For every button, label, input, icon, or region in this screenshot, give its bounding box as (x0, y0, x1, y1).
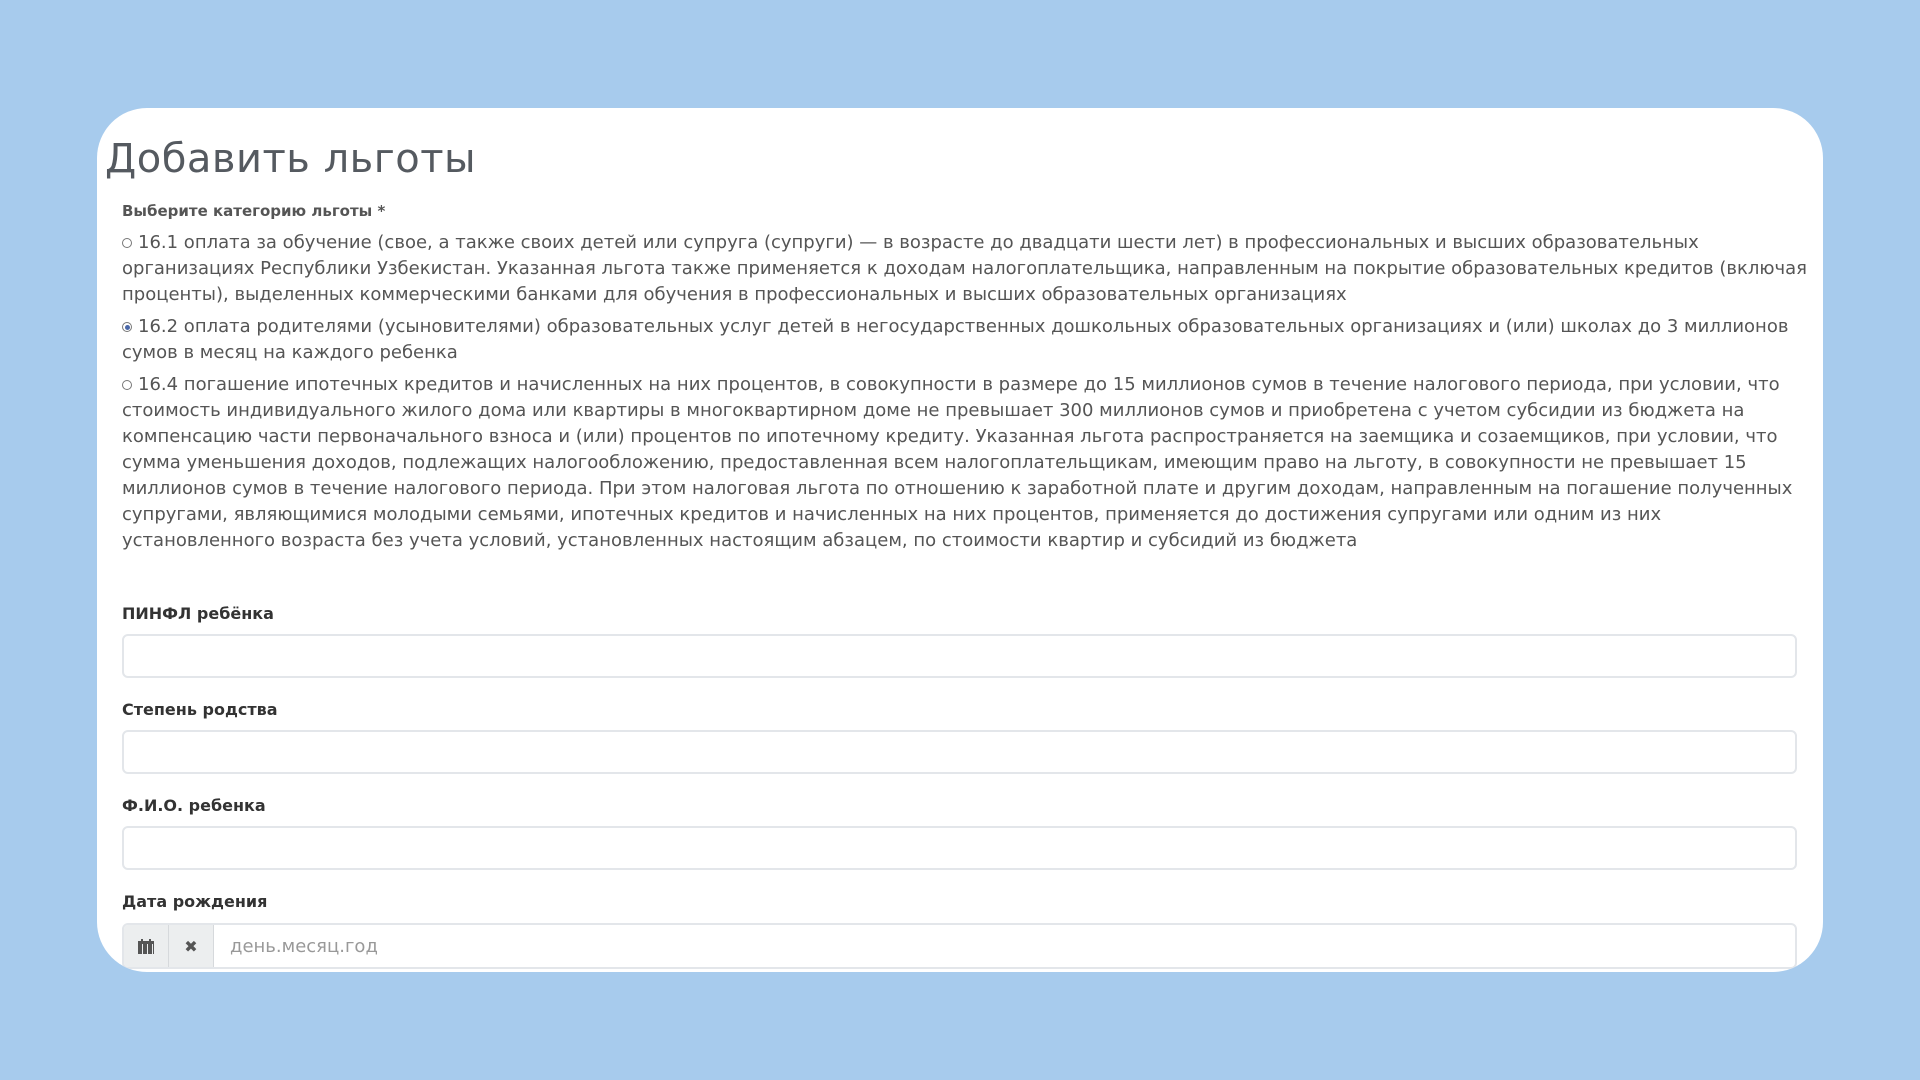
calendar-icon (138, 939, 154, 954)
option-label: 16.4 погашение ипотечных кредитов и начисленных на них процентов, в совокупности в размере до 15 миллионов сумов в течение налогового периода, при условии, что стоимость индивидуального жилого дома или квартиры в многоквартирном доме не превышает 300 миллионов сумов и приобретена с учетом субсидии из бюджета на компенсацию части первоначального взноса и (или) процентов по ипотечному кредиту. Указанная льгота распространяется на заемщика и созаемщиков, при условии, что сумма уменьшения доходов, подлежащих налогообложению, предоставленная всем налогоплательщикам, имеющим право на льготу, в совокупности не превышает 15 миллионов сумов в течение налогового периода. При этом налоговая льгота по отношению к заработной плате и другим доходам, направленным на погашение полученных супругами, являющимися молодыми семьями, ипотечных кредитов и начисленных на них процентов, применяется до достижения супругами или одним из них установленного возраста без учета условий, установленных настоящим абзацем, по стоимости квартир и субсидий из бюджета (122, 374, 1793, 551)
calendar-button[interactable] (124, 925, 169, 967)
page-title: Добавить льготы (105, 136, 477, 182)
birth-date-group (122, 923, 1797, 969)
fio-input[interactable] (122, 826, 1797, 870)
option-16-4[interactable] (122, 372, 1807, 554)
required-mark: * (377, 202, 386, 220)
fio-label: Ф.И.О. ребенка (122, 796, 266, 815)
clear-date-button[interactable] (169, 925, 214, 967)
radio-16-1[interactable] (122, 238, 132, 248)
birth-date-label: Дата рождения (122, 892, 268, 911)
relation-label: Степень родства (122, 700, 278, 719)
pinfl-label: ПИНФЛ ребёнка (122, 604, 274, 623)
radio-16-4[interactable] (122, 380, 132, 390)
category-options (122, 230, 1807, 560)
form-card (97, 108, 1823, 972)
birth-date-input[interactable] (214, 925, 1795, 967)
relation-input[interactable] (122, 730, 1797, 774)
option-16-1[interactable] (122, 230, 1807, 308)
radio-16-2[interactable] (122, 322, 132, 332)
option-16-2[interactable] (122, 314, 1807, 366)
option-label: 16.2 оплата родителями (усыновителями) образовательных услуг детей в негосударственных дошкольных образовательных организациях и (или) школах до 3 миллионов сумов в месяц на каждого ребенка (122, 316, 1789, 363)
pinfl-input[interactable] (122, 634, 1797, 678)
category-label-text: Выберите категорию льготы (122, 202, 373, 220)
close-icon: ✖ (184, 936, 198, 956)
option-label: 16.1 оплата за обучение (свое, а также своих детей или супруга (супруги) — в возрасте до двадцати шести лет) в профессиональных и высших образовательных организациях Республики Узбекистан. Указанная льгота также применяется к доходам налогоплательщика, направленным на покрытие образовательных кредитов (включая проценты), выделенных коммерческими банками для обучения в профессиональных и высших образовательных организациях (122, 232, 1807, 305)
birth-date-placeholder: день.месяц.год (230, 935, 378, 957)
category-label (122, 202, 385, 220)
